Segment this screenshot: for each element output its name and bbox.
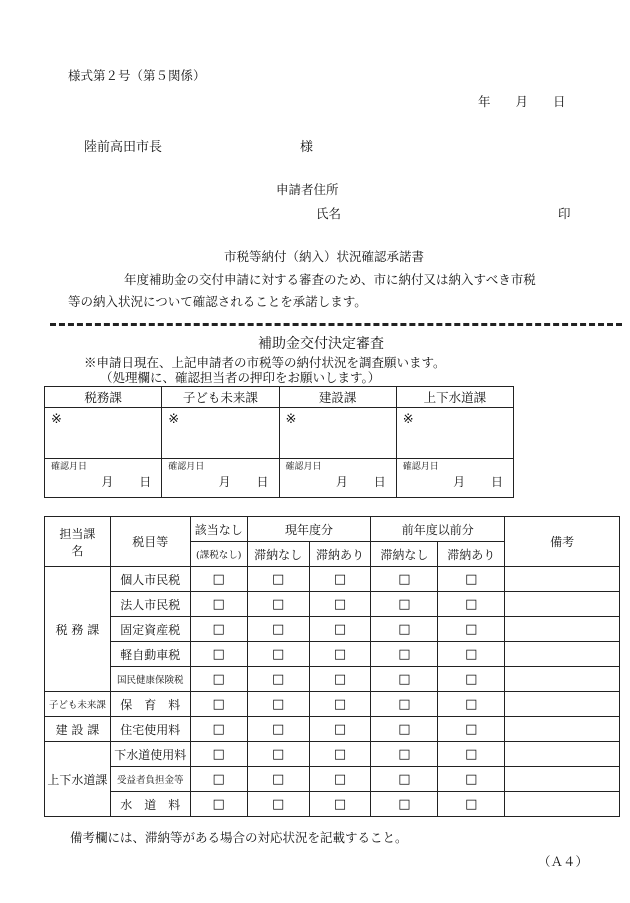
stamp-field[interactable] bbox=[279, 408, 396, 459]
checkbox[interactable]: □ bbox=[190, 767, 247, 792]
note-mark: ※ bbox=[51, 412, 62, 427]
table-row bbox=[45, 692, 620, 717]
checkbox[interactable]: □ bbox=[190, 692, 247, 717]
checkbox[interactable]: □ bbox=[190, 592, 247, 617]
head-current-arrears: 滞納あり bbox=[309, 542, 371, 567]
checkbox[interactable]: □ bbox=[247, 692, 309, 717]
checkbox[interactable]: □ bbox=[190, 617, 247, 642]
paper-size: （Ａ４） bbox=[538, 854, 589, 869]
tax-item: 住宅使用料 bbox=[110, 717, 190, 742]
remarks-field[interactable] bbox=[505, 792, 620, 817]
checkbox[interactable]: □ bbox=[438, 742, 505, 767]
dept-cell: 上下水道課 bbox=[45, 742, 111, 817]
checkbox[interactable]: □ bbox=[247, 717, 309, 742]
checkbox[interactable]: □ bbox=[247, 767, 309, 792]
status-header-row bbox=[45, 517, 620, 542]
table-row bbox=[45, 667, 620, 692]
tax-item: 国民健康保険税 bbox=[110, 667, 190, 692]
table-row bbox=[45, 592, 620, 617]
checkbox[interactable]: □ bbox=[371, 667, 438, 692]
checkbox[interactable]: □ bbox=[371, 567, 438, 592]
confirmation-stamp-row bbox=[45, 408, 514, 459]
note-mark: ※ bbox=[402, 412, 414, 427]
checkbox[interactable]: □ bbox=[247, 642, 309, 667]
head-none: 該当なし bbox=[190, 517, 247, 542]
day-label: 日 bbox=[490, 475, 503, 489]
note-mark: ※ bbox=[168, 412, 180, 427]
addressee: 陸前高田市長 bbox=[84, 140, 163, 155]
checkbox[interactable]: □ bbox=[371, 642, 438, 667]
checkbox[interactable]: □ bbox=[190, 667, 247, 692]
consent-title: 市税等納付（納入）状況確認承諾書 bbox=[224, 249, 425, 264]
tax-item: 固定資産税 bbox=[110, 617, 190, 642]
checkbox[interactable]: □ bbox=[371, 792, 438, 817]
consent-text-1: 年度補助金の交付申請に対する審査のため、市に納付又は納入すべき市税 bbox=[124, 272, 536, 287]
dept-cell: 税 務 課 bbox=[45, 567, 111, 692]
month-label: 月 bbox=[453, 475, 466, 489]
confirm-date-label: 確認月日 bbox=[51, 462, 88, 472]
head-current-no-arrears: 滞納なし bbox=[247, 542, 309, 567]
confirm-date-field[interactable] bbox=[279, 459, 396, 498]
head-dept-line2: 名 bbox=[71, 543, 84, 558]
head-current: 現年度分 bbox=[247, 517, 371, 542]
note-mark: ※ bbox=[285, 412, 297, 427]
checkbox[interactable]: □ bbox=[309, 592, 371, 617]
confirm-dept-children: 子ども未来課 bbox=[162, 387, 279, 408]
checkbox[interactable]: □ bbox=[438, 642, 505, 667]
tax-item: 個人市民税 bbox=[110, 567, 190, 592]
dept-cell: 子ども未来課 bbox=[45, 692, 111, 717]
head-dept-line1: 担当課 bbox=[59, 526, 96, 541]
confirm-dept-water: 上下水道課 bbox=[396, 387, 513, 408]
checkbox[interactable]: □ bbox=[247, 592, 309, 617]
checkbox[interactable]: □ bbox=[309, 742, 371, 767]
checkbox[interactable]: □ bbox=[438, 567, 505, 592]
stamp-field[interactable] bbox=[162, 408, 279, 459]
remarks-field[interactable] bbox=[505, 717, 620, 742]
stamp-field[interactable] bbox=[45, 408, 162, 459]
head-none-sub: (課税なし) bbox=[190, 542, 247, 567]
review-title: 補助金交付決定審査 bbox=[258, 336, 384, 352]
applicant-address-label: 申請者住所 bbox=[276, 182, 339, 197]
checkbox[interactable]: □ bbox=[247, 792, 309, 817]
checkbox[interactable]: □ bbox=[371, 742, 438, 767]
checkbox[interactable]: □ bbox=[247, 667, 309, 692]
confirm-date-label: 確認月日 bbox=[402, 462, 439, 472]
checkbox[interactable]: □ bbox=[247, 742, 309, 767]
confirmation-table bbox=[44, 386, 514, 498]
confirmation-header-row bbox=[45, 387, 514, 408]
remarks-field[interactable] bbox=[505, 617, 620, 642]
remarks-field[interactable] bbox=[505, 692, 620, 717]
table-row bbox=[45, 767, 620, 792]
confirm-date-field[interactable] bbox=[45, 459, 162, 498]
checkbox[interactable]: □ bbox=[190, 792, 247, 817]
day-label: 日 bbox=[256, 475, 269, 489]
remarks-field[interactable] bbox=[505, 742, 620, 767]
seal-mark: 印 bbox=[558, 206, 571, 221]
checkbox[interactable]: □ bbox=[309, 642, 371, 667]
checkbox[interactable]: □ bbox=[371, 617, 438, 642]
form-number: 様式第２号（第５関係） bbox=[68, 68, 206, 83]
confirm-dept-construction: 建設課 bbox=[279, 387, 396, 408]
remarks-field[interactable] bbox=[505, 642, 620, 667]
applicant-name-label: 氏名 bbox=[316, 206, 342, 221]
checkbox[interactable]: □ bbox=[309, 692, 371, 717]
checkbox[interactable]: □ bbox=[190, 742, 247, 767]
checkbox[interactable]: □ bbox=[438, 767, 505, 792]
confirm-date-label: 確認月日 bbox=[168, 462, 205, 472]
checkbox[interactable]: □ bbox=[309, 567, 371, 592]
month-label: 月 bbox=[218, 475, 231, 489]
table-row bbox=[45, 717, 620, 742]
footnote: 備考欄には、滞納等がある場合の対応状況を記載すること。 bbox=[70, 830, 408, 845]
tax-item: 水 道 料 bbox=[110, 792, 190, 817]
table-row bbox=[45, 567, 620, 592]
checkbox[interactable]: □ bbox=[371, 592, 438, 617]
remarks-field[interactable] bbox=[505, 567, 620, 592]
remarks-field[interactable] bbox=[505, 592, 620, 617]
head-previous-arrears: 滞納あり bbox=[438, 542, 505, 567]
checkbox[interactable]: □ bbox=[371, 717, 438, 742]
review-note-2: （処理欄に、確認担当者の押印をお願いします。） bbox=[100, 370, 381, 385]
honorific: 様 bbox=[300, 140, 314, 155]
head-dept bbox=[45, 517, 111, 567]
checkbox[interactable]: □ bbox=[309, 617, 371, 642]
checkbox[interactable]: □ bbox=[309, 767, 371, 792]
checkbox[interactable]: □ bbox=[309, 667, 371, 692]
month-label: 月 bbox=[101, 475, 114, 489]
checkbox[interactable]: □ bbox=[190, 567, 247, 592]
remarks-field[interactable] bbox=[505, 667, 620, 692]
checkbox[interactable]: □ bbox=[438, 692, 505, 717]
date-line: 年 月 日 bbox=[478, 94, 566, 109]
checkbox[interactable]: □ bbox=[438, 667, 505, 692]
head-previous-no-arrears: 滞納なし bbox=[371, 542, 438, 567]
table-row bbox=[45, 617, 620, 642]
head-remarks: 備考 bbox=[505, 517, 620, 567]
tax-item: 法人市民税 bbox=[110, 592, 190, 617]
checkbox[interactable]: □ bbox=[190, 642, 247, 667]
checkbox[interactable]: □ bbox=[438, 792, 505, 817]
confirm-dept-tax: 税務課 bbox=[45, 387, 162, 408]
checkbox[interactable]: □ bbox=[438, 592, 505, 617]
checkbox[interactable]: □ bbox=[371, 767, 438, 792]
head-item: 税目等 bbox=[110, 517, 190, 567]
checkbox[interactable]: □ bbox=[438, 717, 505, 742]
cut-line bbox=[50, 323, 622, 326]
checkbox[interactable]: □ bbox=[190, 717, 247, 742]
table-row bbox=[45, 642, 620, 667]
confirm-date-field[interactable] bbox=[162, 459, 279, 498]
confirm-date-label: 確認月日 bbox=[285, 462, 322, 472]
checkbox[interactable]: □ bbox=[309, 717, 371, 742]
table-row bbox=[45, 742, 620, 767]
stamp-field[interactable] bbox=[396, 408, 513, 459]
checkbox[interactable]: □ bbox=[247, 567, 309, 592]
remarks-field[interactable] bbox=[505, 767, 620, 792]
consent-text-2: 等の納入状況について確認されることを承諾します。 bbox=[68, 294, 367, 309]
day-label: 日 bbox=[139, 475, 152, 489]
tax-item: 受益者負担金等 bbox=[110, 767, 190, 792]
dept-cell: 建 設 課 bbox=[45, 717, 111, 742]
checkbox[interactable]: □ bbox=[309, 792, 371, 817]
table-row bbox=[45, 792, 620, 817]
checkbox[interactable]: □ bbox=[247, 617, 309, 642]
tax-status-table bbox=[44, 516, 620, 817]
checkbox[interactable]: □ bbox=[371, 692, 438, 717]
tax-item: 軽自動車税 bbox=[110, 642, 190, 667]
month-label: 月 bbox=[335, 475, 348, 489]
tax-item: 保 育 料 bbox=[110, 692, 190, 717]
tax-item: 下水道使用料 bbox=[110, 742, 190, 767]
head-previous: 前年度以前分 bbox=[371, 517, 505, 542]
day-label: 日 bbox=[373, 475, 386, 489]
checkbox[interactable]: □ bbox=[438, 617, 505, 642]
review-note-1: ※申請日現在、上記申請者の市税等の納付状況を調査願います。 bbox=[84, 355, 446, 370]
confirm-date-field[interactable] bbox=[396, 459, 513, 498]
confirmation-date-row bbox=[45, 459, 514, 498]
